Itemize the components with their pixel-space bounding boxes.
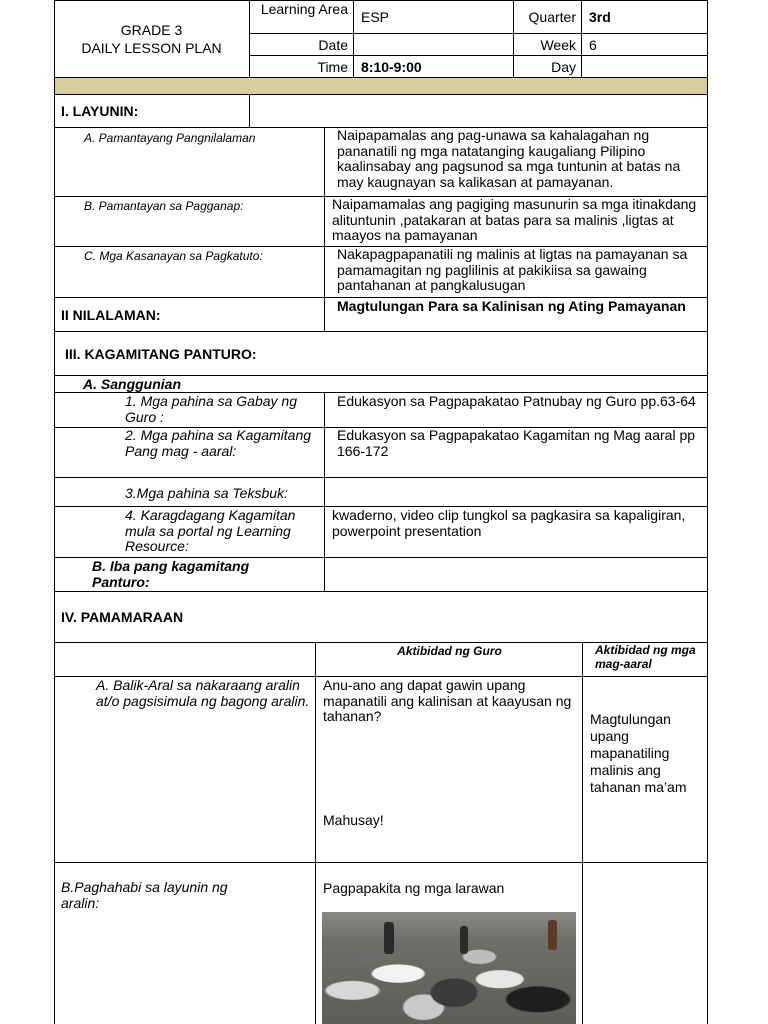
layunin-c-label: C. Mga Kasanayan sa Pagkatuto: [84, 249, 263, 263]
pamamaraan-b-label: B.Paghahabi sa layunin ng aralin: [61, 879, 228, 911]
week-label: Week [540, 37, 576, 53]
pamamaraan-a-mag-aaral: Magtulungan upang mapanatiling malinis ang tahanan ma’am [590, 711, 687, 795]
time-value: 8:10-9:00 [361, 59, 422, 75]
section-divider-bar [54, 78, 708, 95]
kagamitan-item-4-label: 4. Karagdagang Kagamitan mula sa portal ng Learning Resource: [125, 507, 296, 554]
kagamitan-item-3-label: 3.Mga pahina sa Teksbuk: [125, 485, 288, 501]
kagamitan-item-1-label: 1. Mga pahina sa Gabay ng Guro : [125, 393, 298, 425]
layunin-c-text: Nakapagpapanatili ng malinis at ligtas na pamayanan sa pamamagitan ng paglilinis at pakikiisa sa gawaing pantahanan at pangkalusugan [337, 246, 688, 293]
iba-pang-kagamitan-label: B. Iba pang kagamitang Panturo: [92, 558, 250, 590]
layunin-a-label: A. Pamantayang Pangnilalaman [84, 131, 256, 145]
time-label: Time [317, 59, 348, 75]
col-header-mag-aaral: Aktibidad ng mga mag-aaral [595, 643, 696, 671]
kagamitan-item-2-text: Edukasyon sa Pagpapakatao Kagamitan ng Mag aaral pp 166-172 [337, 427, 696, 459]
kagamitan-title: III. KAGAMITANG PANTURO: [65, 346, 257, 362]
learning-area-value: ESP [361, 9, 390, 25]
header-title-cell [54, 0, 250, 78]
plan-label: DAILY LESSON PLAN [81, 40, 222, 56]
sanggunian-label: A. Sanggunian [83, 376, 181, 392]
layunin-title: I. LAYUNIN: [61, 103, 139, 119]
pamamaraan-a-label: A. Balik-Aral sa nakaraang aralin at/o pagsisimula ng bagong aralin. [96, 677, 310, 709]
col-header-guro: Aktibidad ng Guro [397, 644, 502, 658]
day-label: Day [551, 59, 576, 75]
garbage-photo [322, 912, 576, 1024]
quarter-value: 3rd [589, 9, 611, 25]
layunin-b-text: Naipamamalas ang pagiging masunurin sa mga itinakdang alituntunin ,patakaran at batas para sa malinis ,ligtas at maayos na pamayanan [332, 196, 697, 243]
week-value: 6 [589, 37, 597, 53]
pamamaraan-a-guro-2: Mahusay! [323, 812, 384, 828]
pamamaraan-title: IV. PAMAMARAAN [61, 609, 184, 625]
kagamitan-item-4-text: kwaderno, video clip tungkol sa pagkasira sa kapaligiran, powerpoint presentation [332, 507, 686, 539]
learning-area-label: Learning Area [260, 1, 348, 17]
layunin-a-text: Naipapamalas ang pag-unawa sa kahalagahan ng pananatili ng mga natatanging kaugaliang Pilipino kaalinsabay ang pagsunod sa mga tuntunin at batas na may kaugnayan sa kalikasan at pamayanan. [337, 127, 681, 190]
pamamaraan-b-guro: Pagpapakita ng mga larawan [323, 880, 505, 896]
quarter-label: Quarter [528, 9, 576, 25]
grade-label: GRADE 3 [120, 22, 183, 38]
pamamaraan-a-guro: Anu-ano ang dapat gawin upang mapanatili ang kalinisan at kaayusan ng tahanan? [323, 677, 572, 724]
nilalaman-text: Magtulungan Para sa Kalinisan ng Ating Pamayanan [337, 298, 686, 314]
nilalaman-title: II NILALAMAN: [61, 307, 161, 323]
layunin-b-label: B. Pamantayan sa Pagganap: [84, 199, 244, 213]
date-label: Date [318, 37, 348, 53]
kagamitan-item-2-label: 2. Mga pahina sa Kagamitang Pang mag - aaral: [125, 427, 312, 459]
kagamitan-item-1-text: Edukasyon sa Pagpapakatao Patnubay ng Guro pp.63-64 [337, 393, 696, 409]
